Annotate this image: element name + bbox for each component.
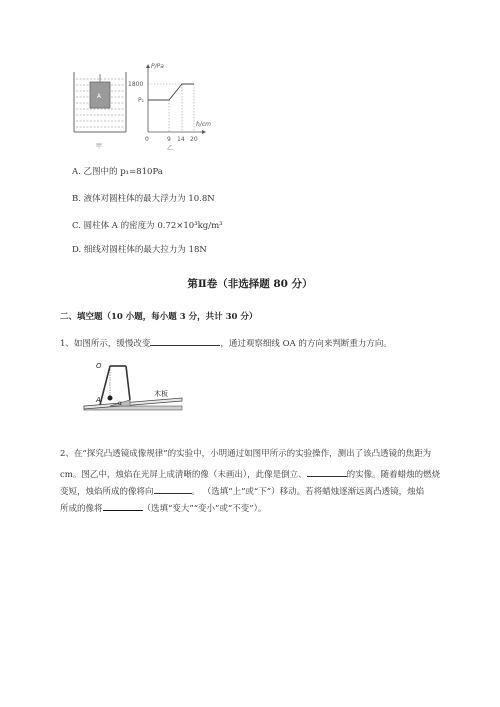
tick-x-14: 14 [177, 136, 185, 143]
q1-before: 1、如图所示，缓慢改变 [60, 339, 151, 349]
q2-line-3a: 变短，烛焰所成的像将向 [60, 487, 154, 497]
q1-label-board: 木板 [154, 390, 168, 398]
block-label: A [97, 93, 102, 100]
label-jia: 甲 [96, 143, 103, 150]
figure-top [66, 52, 256, 152]
part-title: 二、填空题（10 小题，每小题 3 分，共计 30 分） [60, 312, 258, 322]
container-figure [74, 72, 126, 150]
q2-line-1: 2、在“探究凸透镜成像规律”的实验中，小明通过如图甲所示的实验操作，测出了该凸透镜的焦距为 [60, 449, 432, 459]
q2-line-4b: （选填“变大”“变小”或“不变”）。 [142, 504, 267, 514]
pressure-curve [148, 84, 194, 100]
graph-ylabel: P/Pa [151, 63, 164, 70]
tick-x-9: 9 [167, 136, 171, 143]
pressure-graph [128, 63, 211, 152]
q2-line-2b: 的实像。随着蜡烛的燃烧 [346, 470, 441, 480]
label-yi: 乙 [167, 145, 174, 152]
q2-line-2a: cm。图乙中，烛焰在光屏上成清晰的像（未画出），此像是倒立、 [60, 470, 307, 480]
q2-line-3b: 。 （选填“上”或“下”）移动。若将蜡烛逐渐远离凸透镜，烛焰 [191, 487, 425, 497]
q2-line-4 [60, 501, 266, 515]
q2-line-4a: 所成的像将 [60, 504, 103, 514]
tick-p1: P₁ [138, 97, 145, 104]
section-title: 第Ⅱ卷（非选择题 80 分） [187, 278, 313, 290]
q1-label-a: A [96, 396, 101, 404]
q2-blank-3[interactable] [103, 501, 143, 511]
tick-x-0: 0 [145, 136, 149, 143]
q1-after: ，通过观察细线 OA 的方向来判断重力方向。 [220, 339, 392, 349]
option-d: D. 细线对圆柱体的最大拉力为 18N [72, 245, 207, 255]
q2-blank-2[interactable] [154, 484, 192, 494]
q2-blank-1[interactable] [307, 467, 347, 477]
graph-xlabel: h/cm [196, 121, 211, 128]
q1-figure [80, 358, 190, 420]
q1-label-o: O [96, 362, 102, 370]
option-b: B. 液体对圆柱体的最大浮力为 10.8N [72, 194, 215, 204]
question-1 [60, 336, 392, 350]
q1-blank[interactable] [150, 336, 220, 346]
tick-1800: 1800 [128, 81, 144, 88]
option-a: A. 乙图中的 p₁=810Pa [72, 167, 163, 177]
q2-line-3 [60, 484, 424, 498]
q1-label-alpha: α [118, 400, 122, 407]
q2-line-2 [60, 467, 440, 481]
tick-x-20: 20 [190, 136, 198, 143]
option-c: C. 圆柱体 A 的密度为 0.72×10³kg/m³ [72, 221, 223, 231]
